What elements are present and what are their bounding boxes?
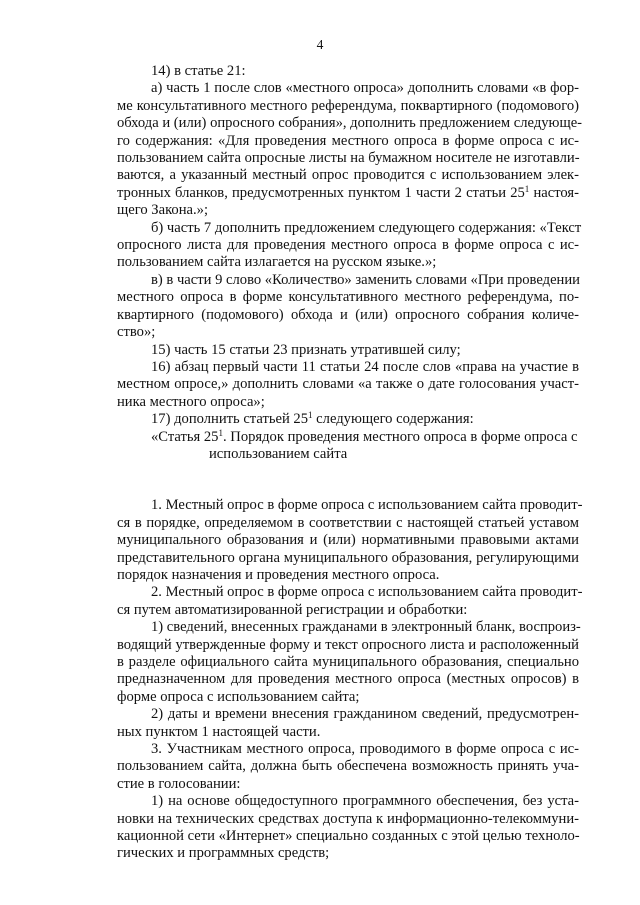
text-line: в разделе официального сайта муниципального образования, специально [117,654,579,670]
paragraph-1 [117,497,583,584]
paragraph-2-1 [117,619,579,706]
text-line: ваются, а указанный местный опрос проводится с использованием элек- [117,167,579,184]
text-line: го содержания: «Для проведения местного опроса в форме опроса с ис- [117,132,579,149]
text-line: муниципального образования и (или) нормативными правовыми актами [117,532,579,549]
paragraph-2 [117,584,583,619]
text-line: ных пунктом 1 настоящей части. [117,723,321,740]
text-line: 15) часть 15 статьи 23 признать утратившей силу; [151,341,461,358]
text-line: пользованием сайта опросные листы на бумажном носителе не изготавли- [117,150,580,167]
text-line: ся путем автоматизированной регистрации и обработки: [117,601,468,618]
text-line: щего Закона.»; [117,202,209,219]
text-line: 17) дополнить статьей $25^1$ следующего содержания: [151,410,474,428]
text-line: 2) даты и времени внесения гражданином сведений, предусмотрен- [151,706,579,723]
text-line: ника местного опроса»; [117,393,265,410]
text-line: в) в части 9 слово «Количество» заменить словами «При проведении [151,271,580,288]
paragraph-2-2 [117,706,579,741]
paragraph-16 [117,359,579,411]
text-line: 1) сведений, внесенных гражданами в электронный бланк, воспроиз- [151,619,581,636]
text-line: новки на технических средствах доступа к информационно-телекоммуни- [117,810,579,827]
text-line: 3. Участникам местного опроса, проводимого в форме опроса с ис- [151,741,579,758]
text-line: 14) в статье 21: [151,63,246,79]
page-number: 4 [316,37,324,52]
text-line: 1) на основе общедоступного программного обеспечения, без уста- [151,793,579,810]
text-line: ство»; [117,324,156,341]
text-line: обхода и (или) опросного собрания», дополнить предложением следующе- [117,115,583,132]
text-line: 16) абзац первый части 11 статьи 24 после слов «права на участие в [151,358,579,375]
paragraph-a [117,80,583,219]
text-line: гических и программных средств; [117,845,330,862]
paragraph-17 [117,411,579,428]
text-line: местного опроса в форме консультативного местного референдума, по- [117,289,579,306]
text-line: «Статья $25^1$. Порядок проведения местного опроса в форме опроса с [151,427,578,445]
text-line: 2. Местный опрос в форме опроса с использованием сайта проводит- [151,584,583,601]
text-line: б) часть 7 дополнить предложением следующего содержания: «Текст [151,219,582,236]
text-line: порядок назначения и проведения местного опроса. [117,566,440,583]
text-line: пользованием сайта излагается на русском языке.»; [117,254,437,271]
text-line: а) часть 1 после слов «местного опроса» дополнить словами «в фор- [151,80,579,97]
text-line: пользованием сайта, должна быть обеспечена возможность принять уча- [117,758,579,775]
paragraph-b [117,219,582,272]
paragraph-3-1 [117,793,579,863]
text-line: квартирного (подомового) обхода и (или) опросного собрания количе- [117,306,579,323]
text-line: кационной сети «Интернет» специально созданных с этой целью техноло- [117,828,580,845]
text-line: ся в порядке, определяемом в соответствии с настоящей статьей уставом [117,514,579,531]
paragraph-14 [117,63,579,80]
text-line: водящий утвержденные форму и текст опросного листа и расположенный [117,636,579,653]
text-line: 1. Местный опрос в форме опроса с использованием сайта проводит- [151,497,583,514]
text-line: форме опроса с использованием сайта; [117,688,360,705]
paragraph-15 [117,342,579,359]
article-heading [117,429,579,464]
paragraph-3 [117,741,579,793]
text-line: предназначенном для проведения местного опроса (местных опросов) в [117,671,579,688]
text-line: представительного органа муниципального образования, регулирующими [117,549,579,566]
text-line: использованием сайта [209,445,348,462]
text-line: стие в голосовании: [117,775,241,792]
text-line: опросного листа для проведения местного опроса в форме опроса с ис- [117,237,579,254]
paragraph-v [117,272,579,342]
text-line: тронных бланков, предусмотренных пунктом 1 части 2 статьи $25^1$ настоя- [117,183,579,201]
document-body [117,63,583,863]
spacer [117,463,579,497]
text-line: ме консультативного местного референдума, поквартирного (подомового) [117,97,579,114]
text-line: местном опросе,» дополнить словами «а также о дате голосования участ- [117,376,579,393]
